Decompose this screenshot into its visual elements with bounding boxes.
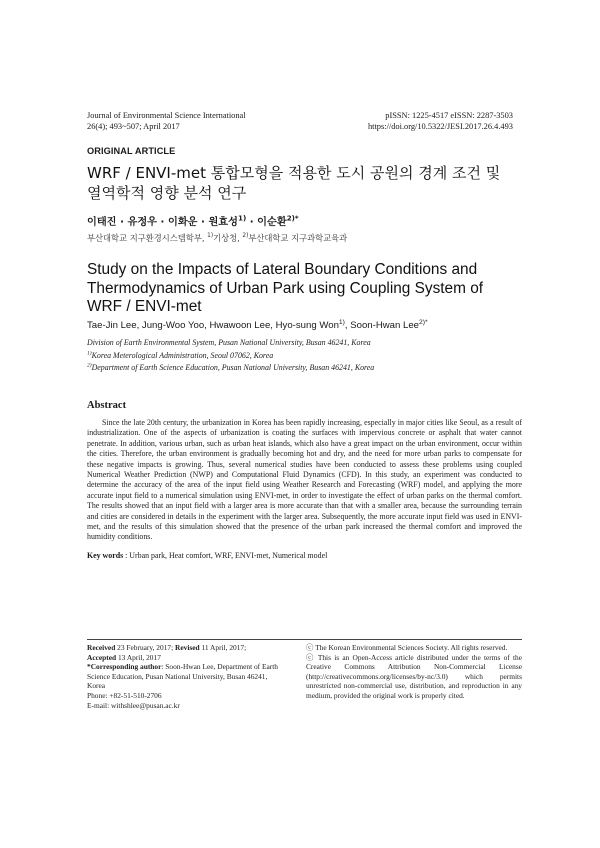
email[interactable]: E-mail: withshlee@pusan.ac.kr bbox=[87, 700, 180, 710]
copyright-line: ⓒ The Korean Environmental Sciences Society. All rights reserved. bbox=[306, 643, 508, 652]
received-revised-line bbox=[87, 643, 287, 653]
korean-affil-1: 기상청, bbox=[213, 233, 243, 243]
korean-affiliation bbox=[87, 232, 347, 244]
korean-author-corresponding: · 이순환 bbox=[246, 217, 287, 228]
keywords-text: : Urban park, Heat comfort, WRF, ENVI-met, Numerical model bbox=[123, 551, 328, 560]
keywords-label: Key words bbox=[87, 551, 124, 560]
korean-affil-sup-1: 1) bbox=[207, 233, 214, 240]
issn: pISSN: 1225-4517 eISSN: 2287-3503 bbox=[385, 111, 513, 120]
revised-date: 11 April, 2017; bbox=[199, 643, 247, 652]
corresponding-author bbox=[87, 662, 287, 691]
korean-title: WRF / ENVI-met 통합모형을 적용한 도시 공원의 경계 조건 및 열역학적 영향 분석 연구 bbox=[87, 164, 501, 202]
keywords bbox=[87, 551, 327, 560]
license-text: ⓒ This is an Open-Access article distributed under the terms of the Creative Commons Attribution Non-Commercial License (http://creativecommons.org/licenses/by-nc/3.0) which permits unrestricted non-commercial use, distribution, and reproduction in any medium, provided the original work is properly cited. bbox=[306, 652, 522, 700]
accepted-label: Accepted bbox=[87, 652, 117, 662]
corresponding-text: : Soon-Hwan Lee, Department of Earth Science Education, Pusan National University, Busan 46241, Korea bbox=[87, 662, 278, 691]
english-author-sup-1: 1) bbox=[338, 318, 345, 326]
korean-affil-main: 부산대학교 지구환경시스템학부, bbox=[87, 233, 208, 243]
english-title: Study on the Impacts of Lateral Boundary Conditions and Thermodynamics of Urban Park using Coupling System of WRF / ENVI-met bbox=[87, 261, 484, 315]
abstract-heading: Abstract bbox=[87, 400, 127, 411]
article-history bbox=[87, 643, 287, 710]
copyright-notice bbox=[306, 643, 522, 701]
english-author-corresponding: , Soon-Hwan Lee bbox=[344, 320, 420, 331]
english-author-list: Tae-Jin Lee, Jung-Woo Yoo, Hwawoon Lee, Hyo-sung Won bbox=[87, 320, 339, 331]
article-type: ORIGINAL ARTICLE bbox=[87, 146, 176, 156]
phone: Phone: +82-51-510-2706 bbox=[87, 690, 162, 700]
footer-divider bbox=[87, 639, 522, 640]
korean-author-sup-2: 2)* bbox=[286, 213, 299, 223]
english-author-sup-2: 2)* bbox=[419, 318, 428, 326]
english-affiliation-2 bbox=[87, 363, 374, 372]
english-affil-sup-2: 2) bbox=[87, 362, 92, 369]
korean-affil-sup-2: 2) bbox=[242, 233, 249, 240]
english-affil-1-text: Korea Meterological Administration, Seoul 07062, Korea bbox=[91, 351, 274, 360]
received-date: 23 February, 2017; bbox=[115, 643, 175, 652]
korean-authors bbox=[87, 213, 299, 228]
revised-label: Revised bbox=[175, 643, 200, 652]
english-authors bbox=[87, 320, 428, 331]
korean-author-list: 이태진 · 유정우 · 이화운 · 원효성 bbox=[87, 217, 238, 228]
corresponding-label: *Corresponding author bbox=[87, 662, 162, 672]
korean-author-sup-1: 1) bbox=[237, 213, 247, 223]
abstract-body: Since the late 20th century, the urbanization in Korea has been rapidly increasing, especially in major cities like Seoul, as a result of industrialization. One of the aspects of urbanization is coating the surfaces with impervious concrete or asphalt that water cannot penetrate. In addition, various urban, such as urban heat islands, which also have a great impact on the urban environment, occur within the cities. Therefore, the urban environment is gradually becoming hot and dry, and the need for more urban parks to compensate for these negative impacts is growing. Thus, several numerical studies have been conducted to assess these problems using coupled Numerical Weather Prediction (NWP) and Computational Fluid Dynamics (CFD). In this study, an experiment was conducted to determine the accuracy of the area of the input field using Weather Research and Forecasting (WRF) model, and applying the more accurate input field to a numerical simulation using ENVI-met, in order to investigate the effect of urban parks on the thermal comfort. The results showed that an input field with a larger area is more accurate than that with a smaller area, because the surrounding terrain and cities are considered in details in the experiment with the larger area. Subsequently, the more accurate input field was used in ENVI-met, and the results of this simulation showed that the presence of the urban park increased the thermal comfort and improved the humidity conditions. bbox=[87, 418, 522, 542]
accepted-line bbox=[87, 653, 287, 663]
korean-affil-2: 부산대학교 지구과학교육과 bbox=[248, 233, 348, 243]
doi-link[interactable]: https://doi.org/10.5322/JESI.2017.26.4.493 bbox=[367, 122, 513, 131]
journal-issue: 26(4); 493~507; April 2017 bbox=[87, 122, 180, 131]
english-affiliation-main: Division of Earth Environmental System, Pusan National University, Busan 46241, Korea bbox=[87, 338, 371, 347]
accepted-date: 13 April, 2017 bbox=[116, 652, 161, 662]
english-affil-sup-1: 1) bbox=[87, 350, 92, 357]
english-affil-2-text: Department of Earth Science Education, Pusan National University, Busan 46241, Korea bbox=[91, 363, 375, 372]
journal-name: Journal of Environmental Science International bbox=[87, 111, 246, 120]
english-affiliation-1 bbox=[87, 351, 273, 360]
received-label: Received bbox=[87, 643, 116, 652]
